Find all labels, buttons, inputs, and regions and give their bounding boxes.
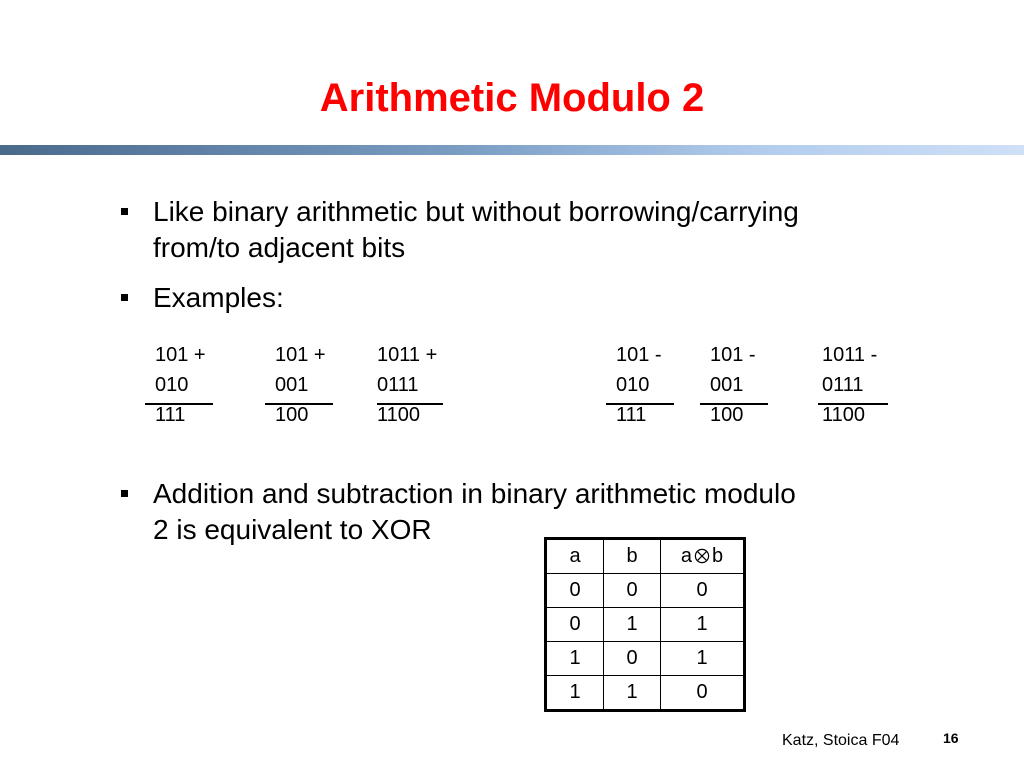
example-result: 111 xyxy=(155,404,186,426)
example-operand: 010 xyxy=(616,374,650,396)
bullet-2-line-1: Examples: xyxy=(153,282,284,313)
example-result: 111 xyxy=(616,404,647,426)
bullet-1-line-1: Like binary arithmetic but without borrowing/carrying xyxy=(153,196,799,227)
example-result: 100 xyxy=(275,404,309,426)
cell-b: 0 xyxy=(604,642,661,676)
example-op: 101 + xyxy=(155,344,206,366)
table-header-row xyxy=(546,539,745,574)
bullet-3-line-2: 2 is equivalent to XOR xyxy=(153,514,432,545)
header-xor-right-operand: b xyxy=(712,545,724,567)
example-6 xyxy=(822,340,878,490)
table-row xyxy=(546,676,745,711)
cell-b: 0 xyxy=(604,574,661,608)
bullet-marker xyxy=(121,294,128,301)
cell-xor: 0 xyxy=(661,574,745,608)
header-b: b xyxy=(604,539,661,574)
example-op: 101 - xyxy=(616,344,662,366)
xor-truth-table xyxy=(544,537,746,712)
cell-xor: 0 xyxy=(661,676,745,711)
example-op: 1011 - xyxy=(822,344,878,366)
example-3 xyxy=(377,340,438,490)
header-a: a xyxy=(546,539,604,574)
cell-a: 0 xyxy=(546,608,604,642)
bullet-1-line-2: from/to adjacent bits xyxy=(153,232,406,263)
example-result: 1100 xyxy=(822,404,866,426)
example-operand: 0111 xyxy=(377,374,419,396)
header-a-xor-b xyxy=(661,539,745,574)
example-operand: 001 xyxy=(275,374,309,396)
cell-xor: 1 xyxy=(661,608,745,642)
cell-xor: 1 xyxy=(661,642,745,676)
cell-a: 1 xyxy=(546,676,604,711)
cell-b: 1 xyxy=(604,676,661,711)
cell-b: 1 xyxy=(604,608,661,642)
slide-title: Arithmetic Modulo 2 xyxy=(319,76,705,120)
bullet-marker xyxy=(121,208,128,215)
example-2 xyxy=(275,340,326,490)
table-row xyxy=(546,642,745,676)
example-op: 1011 + xyxy=(377,344,438,366)
cell-a: 0 xyxy=(546,574,604,608)
example-1 xyxy=(155,340,206,490)
example-operand: 010 xyxy=(155,374,189,396)
table-row xyxy=(546,574,745,608)
example-op: 101 - xyxy=(710,344,756,366)
example-result: 1100 xyxy=(377,404,421,426)
example-operand: 001 xyxy=(710,374,744,396)
example-operand: 0111 xyxy=(822,374,864,396)
example-op: 101 + xyxy=(275,344,326,366)
footer-credit: Katz, Stoica F04 xyxy=(782,732,900,749)
example-5 xyxy=(710,340,756,490)
example-4 xyxy=(616,340,662,490)
bullet-marker xyxy=(121,490,128,497)
page-number: 16 xyxy=(943,730,959,746)
example-result: 100 xyxy=(710,404,744,426)
cell-a: 1 xyxy=(546,642,604,676)
xor-circled-times-icon xyxy=(694,548,710,564)
title-divider xyxy=(0,145,1024,155)
header-xor-left-operand: a xyxy=(680,545,692,567)
bullet-3-line-1: Addition and subtraction in binary arithmetic modulo xyxy=(153,478,796,509)
table-row xyxy=(546,608,745,642)
